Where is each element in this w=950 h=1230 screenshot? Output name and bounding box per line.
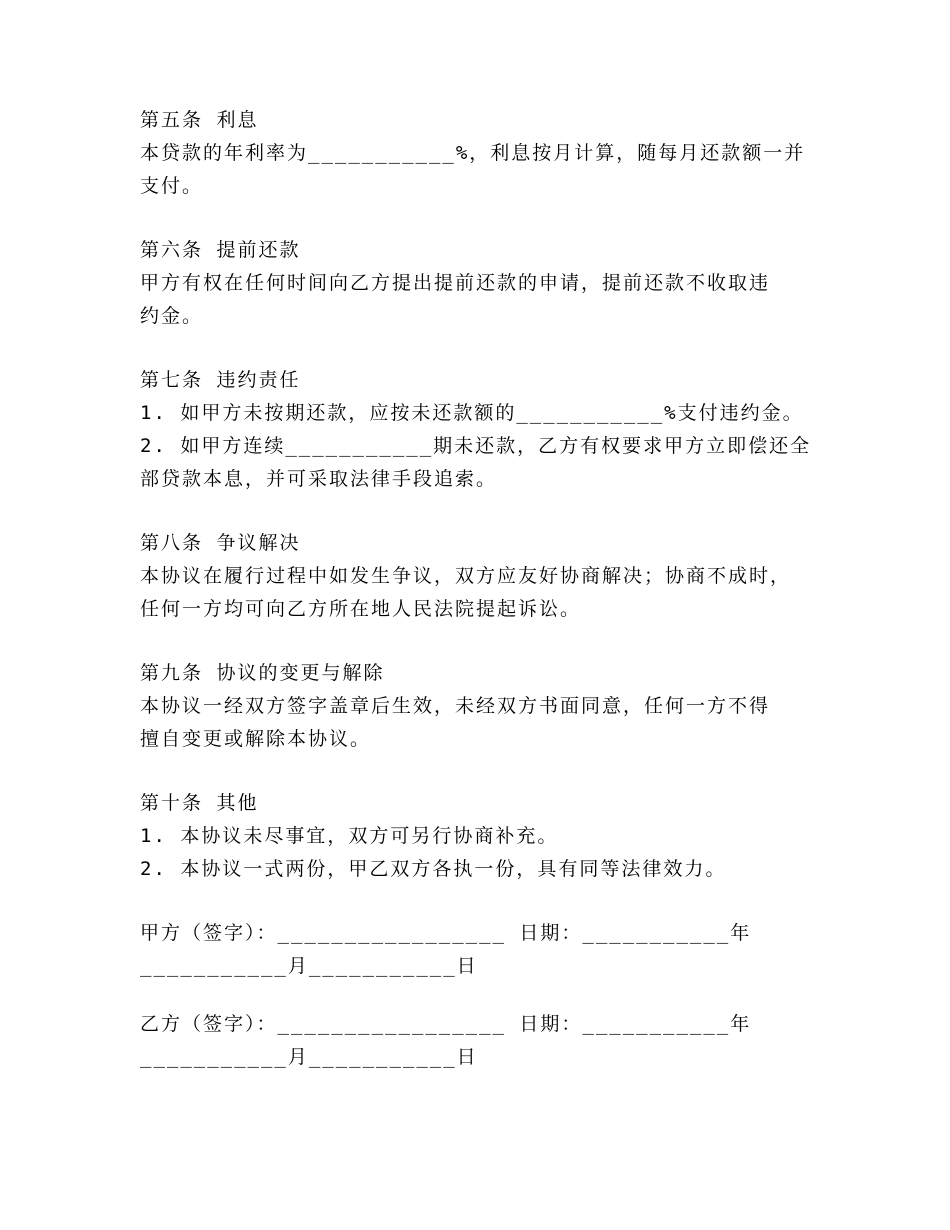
clause-heading: 第六条 提前还款 xyxy=(140,239,301,261)
signature-date-line: ___________月___________日 xyxy=(140,1046,478,1068)
clause-6 xyxy=(140,234,840,333)
clause-9 xyxy=(140,657,840,756)
clause-text: 约金。 xyxy=(140,305,204,327)
clause-text: 任何一方均可向乙方所在地人民法院提起诉讼。 xyxy=(140,598,582,620)
clause-text: 2. 如甲方连续___________期未还款，乙方有权要求甲方立即偿还全 xyxy=(140,435,812,457)
contract-page xyxy=(140,104,840,1099)
clause-heading: 第五条 利息 xyxy=(140,109,259,131)
clause-text: 1. 如甲方未按期还款，应按未还款额的___________%支付违约金。 xyxy=(140,402,804,424)
clause-text: 本贷款的年利率为___________%，利息按月计算，随每月还款额一并 xyxy=(140,142,806,164)
clause-heading: 第九条 协议的变更与解除 xyxy=(140,662,385,684)
clause-5 xyxy=(140,104,840,203)
clause-text: 甲方有权在任何时间向乙方提出提前还款的申请，提前还款不收取违 xyxy=(140,272,771,294)
clause-heading: 第八条 争议解决 xyxy=(140,532,301,554)
clause-8 xyxy=(140,527,840,626)
clause-text: 本协议在履行过程中如发生争议，双方应友好协商解决；协商不成时， xyxy=(140,565,792,587)
clause-7 xyxy=(140,364,840,496)
clause-text: 本协议一经双方签字盖章后生效，未经双方书面同意，任何一方不得 xyxy=(140,695,771,717)
signature-party-b xyxy=(140,1008,840,1074)
signature-date-line: ___________月___________日 xyxy=(140,955,478,977)
clause-text: 擅自变更或解除本协议。 xyxy=(140,728,372,750)
clause-text: 部贷款本息，并可采取法律手段追索。 xyxy=(140,468,498,490)
clause-10 xyxy=(140,787,840,886)
clause-text: 1. 本协议未尽事宜，双方可另行协商补充。 xyxy=(140,825,559,847)
clause-heading: 第七条 违约责任 xyxy=(140,369,301,391)
signature-line: 甲方（签字）：_________________ 日期：___________年 xyxy=(140,922,752,944)
clause-text: 2. 本协议一式两份，甲乙双方各执一份，具有同等法律效力。 xyxy=(140,858,727,880)
signature-party-a xyxy=(140,917,840,983)
signature-line: 乙方（签字）：_________________ 日期：___________年 xyxy=(140,1013,752,1035)
clause-heading: 第十条 其他 xyxy=(140,792,259,814)
clause-text: 支付。 xyxy=(140,175,204,197)
